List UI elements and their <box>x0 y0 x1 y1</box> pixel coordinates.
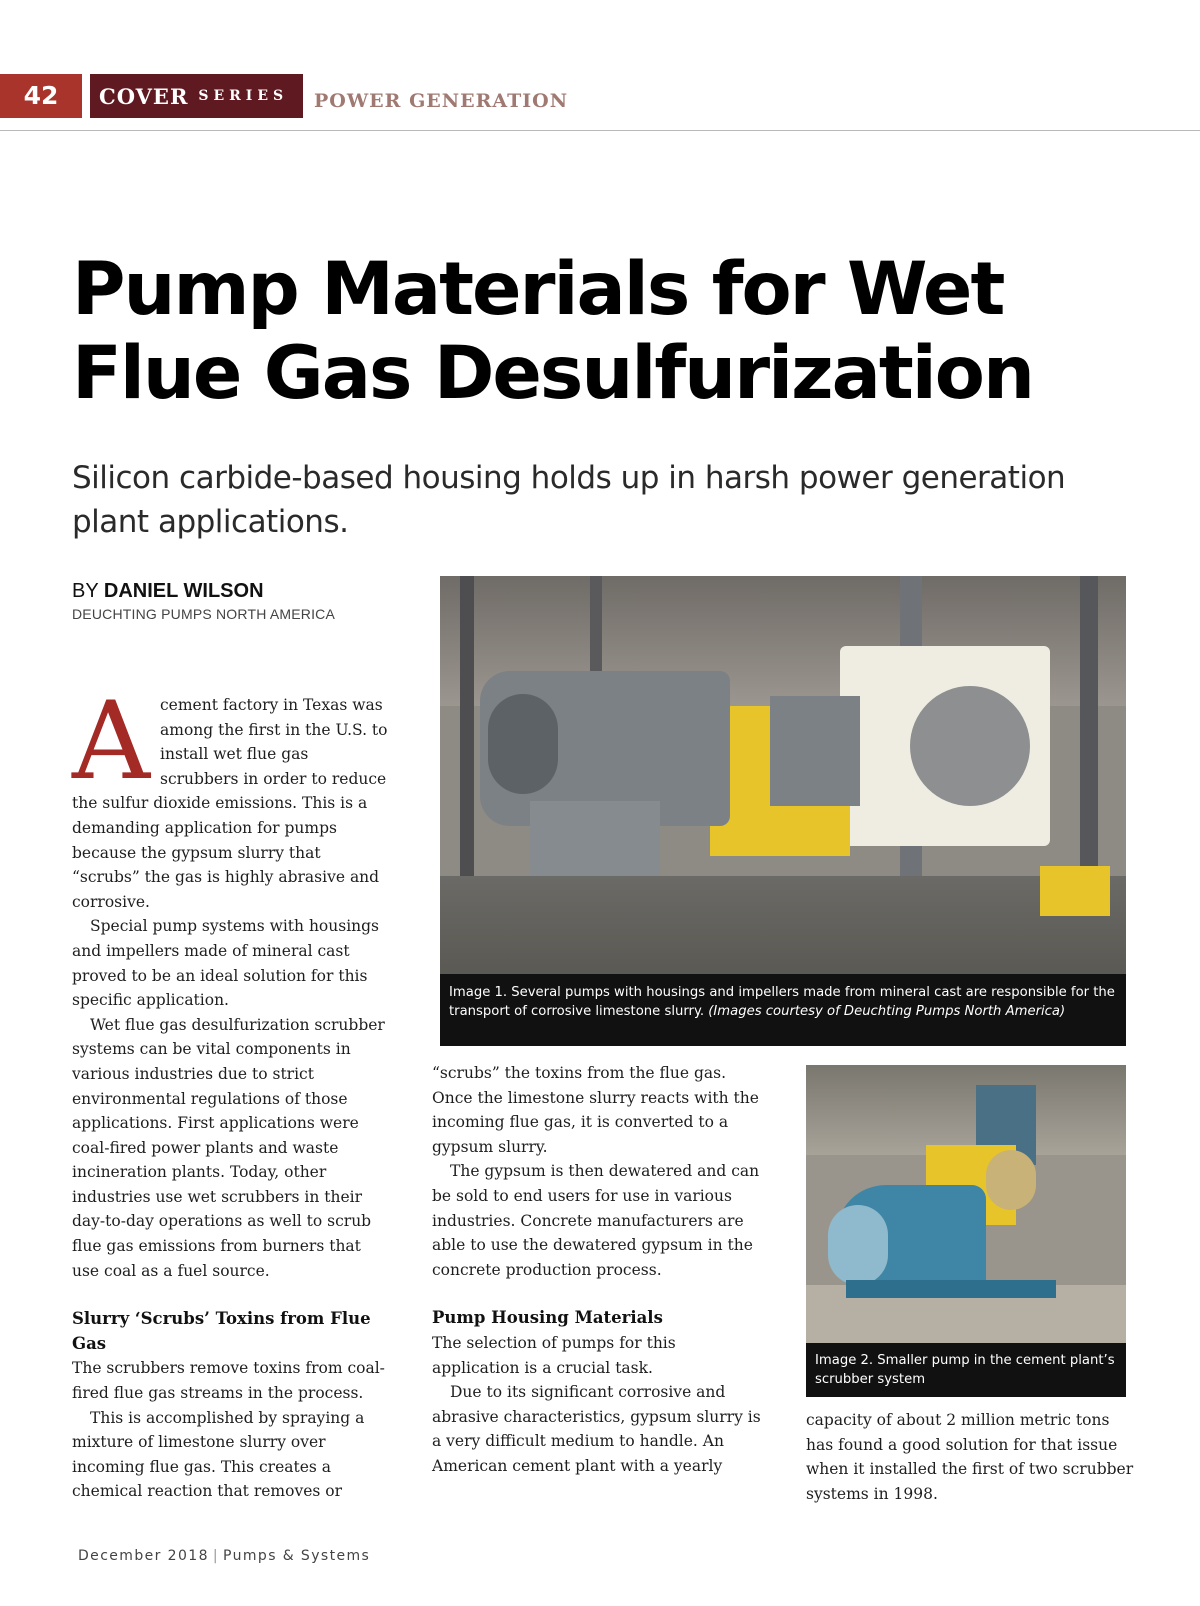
author-affiliation: DEUCHTING PUMPS NORTH AMERICA <box>72 606 336 622</box>
paragraph: Due to its significant corrosive and abrasive characteristics, gypsum slurry is a very difficult medium to handle. An American cement plant with a yearly <box>432 1383 761 1475</box>
section-heading: Slurry ‘Scrubs’ Toxins from Flue Gas <box>72 1309 371 1353</box>
section-heading: Pump Housing Materials <box>432 1308 663 1328</box>
image-1-caption <box>440 974 1126 1046</box>
text-column-3 <box>806 1408 1136 1506</box>
section-label: POWER GENERATION <box>314 90 569 112</box>
paragraph: The scrubbers remove toxins from coal-fired flue gas streams in the process. <box>72 1359 385 1403</box>
article-subtitle: Silicon carbide-based housing holds up in harsh power generation plant applications. <box>72 460 1066 540</box>
series-word: SERIES <box>198 88 289 104</box>
author-name: DANIEL WILSON <box>103 580 264 602</box>
text-column-1 <box>72 679 390 1504</box>
issue-date: December 2018 <box>78 1548 209 1564</box>
magazine-name: Pumps & Systems <box>223 1548 371 1564</box>
paragraph: The gypsum is then dewatered and can be sold to end users for use in various industries. Concrete manufacturers are able to use the dewatered gypsum in the concrete production process. <box>432 1162 760 1279</box>
paragraph: The selection of pumps for this application is a crucial task. <box>432 1333 676 1377</box>
image-2-caption: Image 2. Smaller pump in the cement plant’s scrubber system <box>806 1343 1126 1397</box>
paragraph: capacity of about 2 million metric tons has found a good solution for that issue when it installed the first of two scrubber systems in 1998. <box>806 1411 1134 1503</box>
intro-text: cement factory in Texas was among the first in the U.S. to install wet flue gas scrubbers in order to reduce the sulfur dioxide emissions. This is a demanding application for pumps because the gypsum slurry that “scrubs” the gas is highly abrasive and corrosive. <box>72 696 388 911</box>
paragraph: Wet flue gas desulfurization scrubber systems can be vital components in various industries due to strict environmental regulations of those applications. First applications were coal-fired power plants and waste incineration plants. Today, other industries use wet scrubbers in their day-to-day operations as well to scrub flue gas emissions from burners that use coal as a fuel source. <box>72 1015 385 1280</box>
caption-text: Image 1. Several pumps with housings and impellers made from mineral cast are responsible for the transport of corrosive limestone slurry. <box>449 985 1115 1019</box>
image-pumps-photo <box>440 576 1126 974</box>
page-footer: December 2018 | Pumps & Systems <box>78 1548 371 1564</box>
image-credit: (Images courtesy of Deuchting Pumps North America) <box>708 1003 1066 1019</box>
drop-cap: A <box>72 679 150 804</box>
image-small-pump-photo <box>806 1065 1126 1343</box>
text-column-2 <box>432 1061 764 1479</box>
paragraph-intro <box>72 679 390 914</box>
page-number: 42 <box>0 74 82 118</box>
header-divider <box>0 130 1200 131</box>
cover-word: COVER <box>99 83 189 109</box>
byline-prefix: BY <box>72 580 99 602</box>
paragraph: This is accomplished by spraying a mixture of limestone slurry over incoming flue gas. This creates a chemical reaction that removes or <box>72 1408 365 1501</box>
cover-series-label <box>90 74 303 118</box>
byline <box>72 580 264 603</box>
article-title: Pump Materials for Wet Flue Gas Desulfurization <box>72 247 1033 416</box>
paragraph: “scrubs” the toxins from the flue gas. Once the limestone slurry reacts with the incoming flue gas, it is converted to a gypsum slurry. <box>432 1064 759 1156</box>
paragraph: Special pump systems with housings and impellers made of mineral cast proved to be an ideal solution for this specific application. <box>72 917 380 1010</box>
